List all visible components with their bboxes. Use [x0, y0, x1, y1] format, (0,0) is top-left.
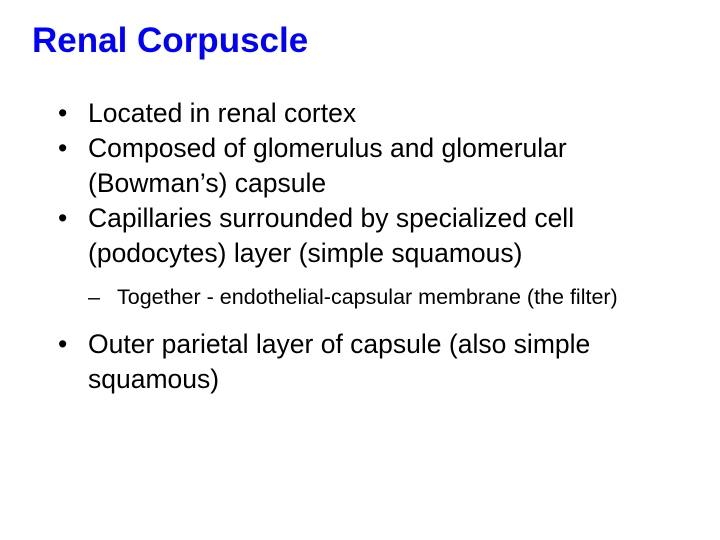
bullet-item [56, 96, 696, 131]
bullet-item [56, 201, 696, 271]
bullet-marker: • [58, 203, 68, 233]
bullet-item [56, 131, 696, 201]
bullet-text: Composed of glomerulus and glomerular (Bowman’s) capsule [88, 133, 567, 198]
slide-title: Renal Corpuscle [32, 21, 309, 60]
bullet-marker: • [58, 133, 68, 163]
sub-bullet-text: Together - endothelial-capsular membrane (the filter) [117, 285, 618, 309]
bullet-item [56, 327, 696, 397]
sub-bullet-item [88, 283, 696, 312]
bullet-marker: • [58, 98, 68, 128]
bullet-text: Capillaries surrounded by specialized cell (podocytes) layer (simple squamous) [88, 203, 575, 268]
bullet-list [56, 96, 696, 397]
bullet-marker: • [58, 329, 68, 359]
bullet-text: Outer parietal layer of capsule (also simple squamous) [88, 329, 591, 394]
bullet-text: Located in renal cortex [88, 98, 357, 128]
sub-bullet-marker: – [88, 285, 100, 309]
